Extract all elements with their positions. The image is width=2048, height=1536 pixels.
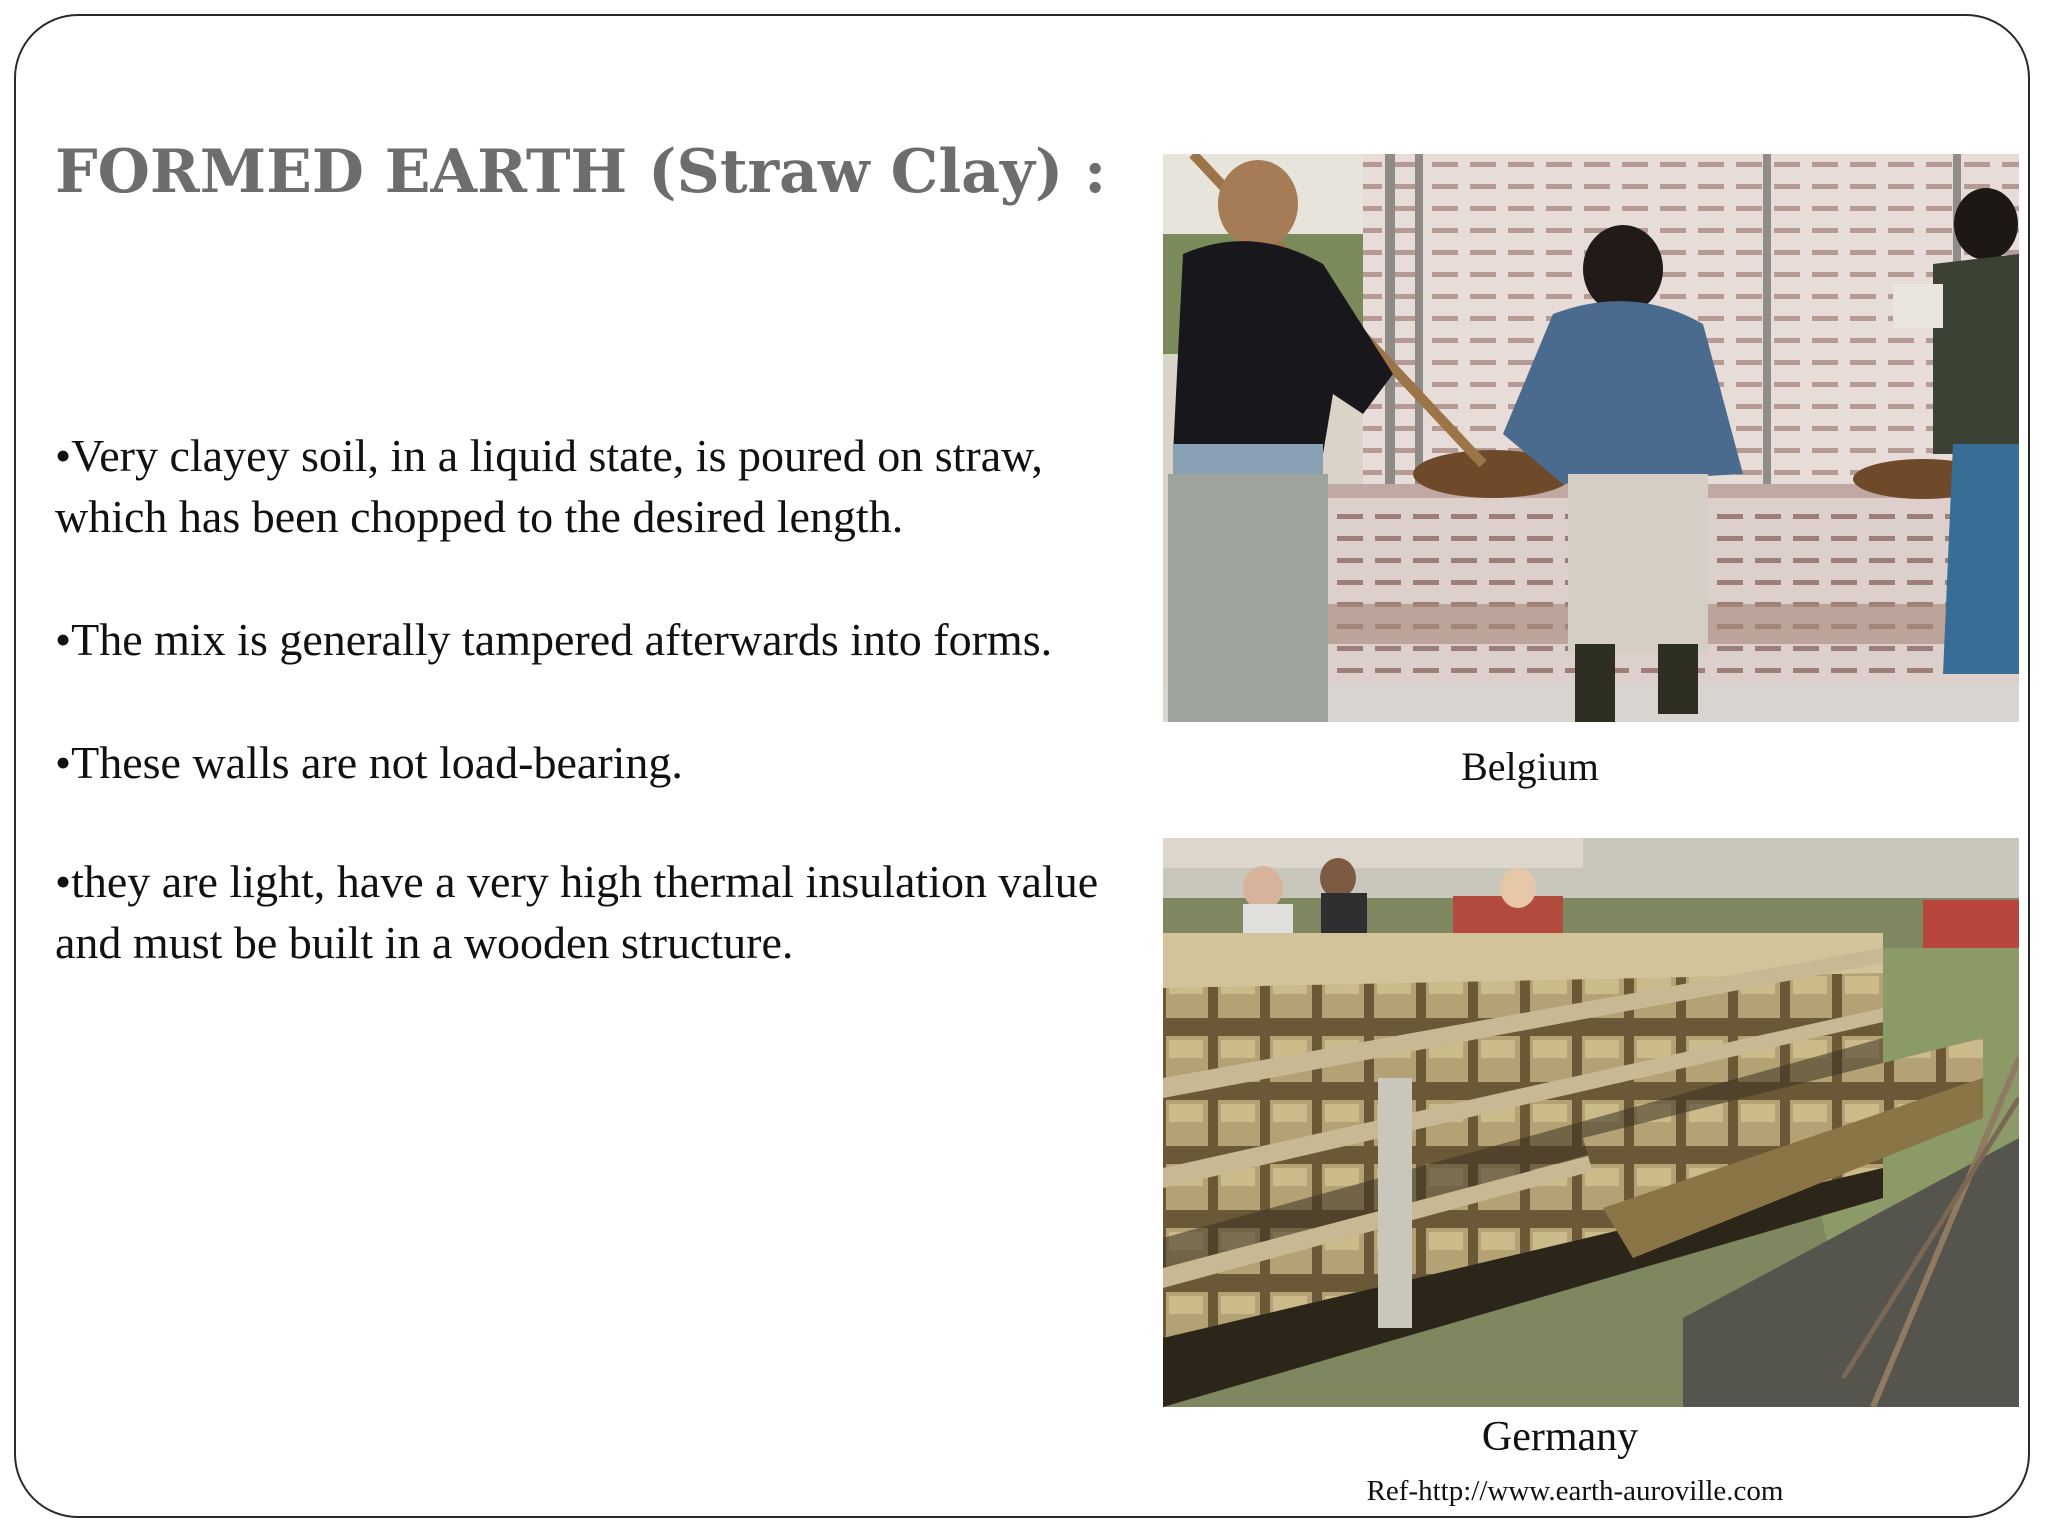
- photo-caption-germany: Germany: [1481, 1414, 1639, 1460]
- bullet-item: •Very clayey soil, in a liquid state, is poured on straw, which has been chopped to the desired length.: [55, 430, 1043, 542]
- slide-title: FORMED EARTH (Straw Clay) :: [55, 137, 1107, 207]
- bullet-list: [55, 425, 1135, 1035]
- photo-germany-straw-clay-blocks: [1163, 838, 2019, 1407]
- bullet-item: •they are light, have a very high thermal insulation value and must be built in a wooden structure.: [55, 856, 1099, 968]
- bullet-item: •These walls are not load-bearing.: [55, 737, 683, 788]
- reference-link[interactable]: Ref-http://www.earth-auroville.com: [1366, 1475, 1784, 1507]
- photo-belgium-straw-clay-formwork: [1163, 154, 2019, 722]
- photo-caption-belgium: Belgium: [1461, 744, 1599, 789]
- bullet-item: •The mix is generally tampered afterwards into forms.: [55, 614, 1053, 665]
